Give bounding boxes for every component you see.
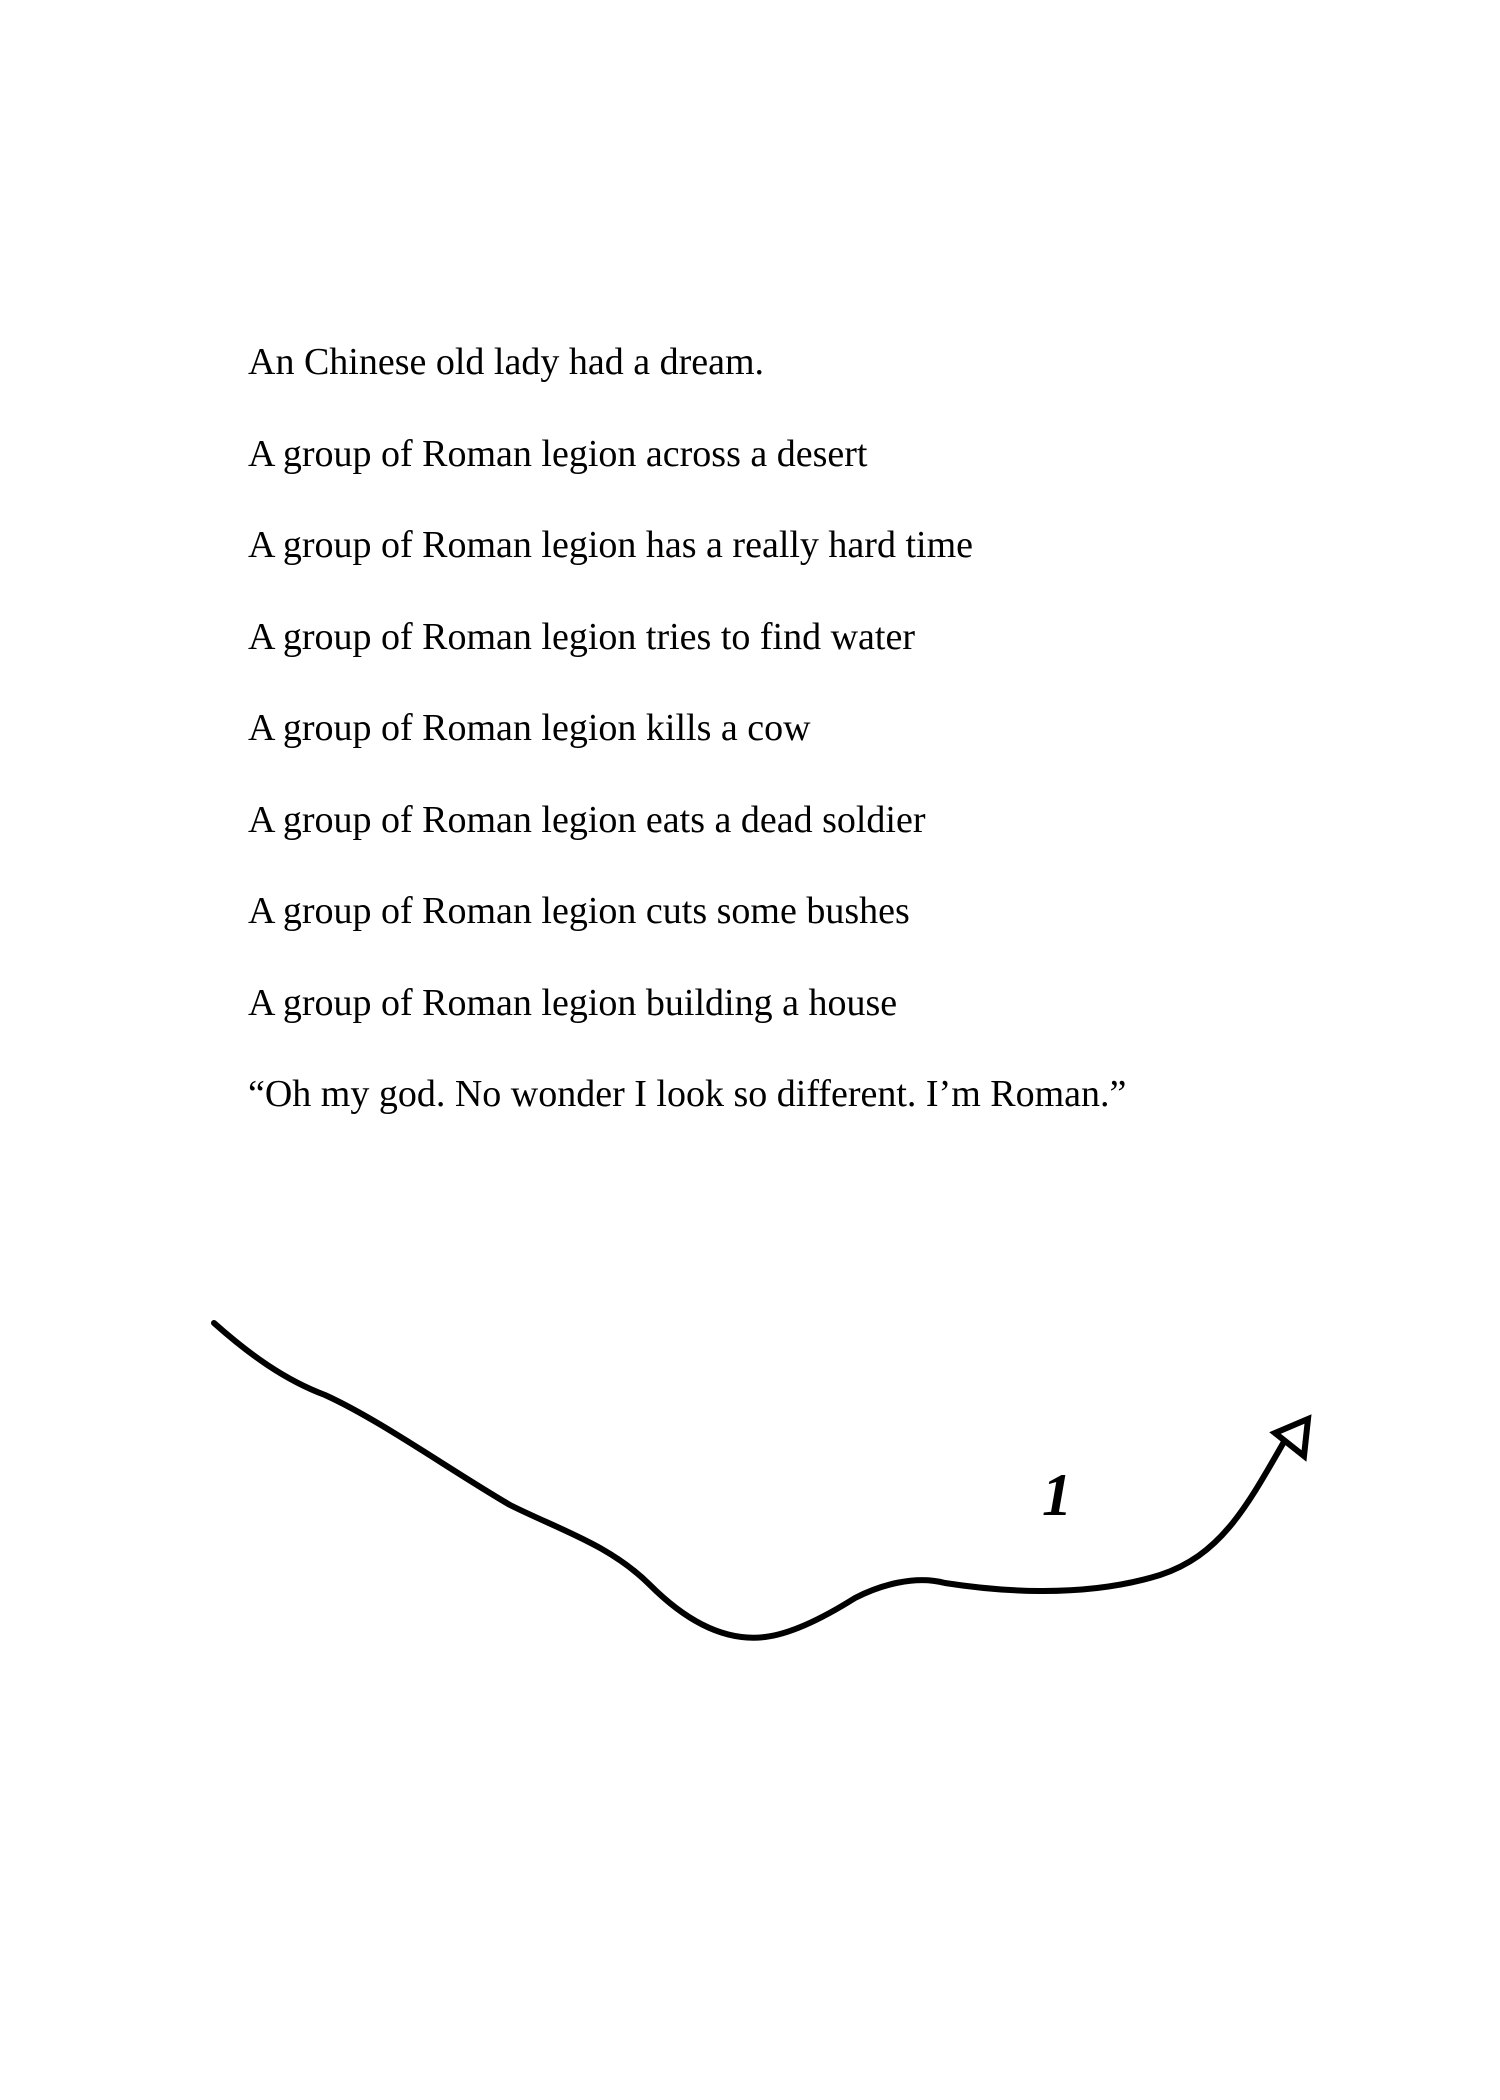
poem-line: An Chinese old lady had a dream. — [248, 341, 765, 383]
page-number: 1 — [1042, 1462, 1072, 1528]
poem-line: A group of Roman legion cuts some bushes — [248, 890, 910, 932]
poem-line: A group of Roman legion building a house — [248, 981, 898, 1024]
poem-line: A group of Roman legion eats a dead soldier — [248, 798, 926, 841]
poem-line: A group of Roman legion tries to find water — [248, 615, 915, 658]
poem-line: A group of Roman legion across a desert — [248, 432, 868, 475]
wavy-arrow-icon — [0, 1280, 1500, 1680]
poem-line: A group of Roman legion kills a cow — [248, 707, 811, 749]
wavy-arrow-line — [214, 1323, 1285, 1638]
poem-line: A group of Roman legion has a really hard time — [248, 524, 973, 566]
poem-line: “Oh my god. No wonder I look so different. I’m Roman.” — [248, 1073, 1127, 1115]
poem-text — [248, 340, 1398, 1164]
